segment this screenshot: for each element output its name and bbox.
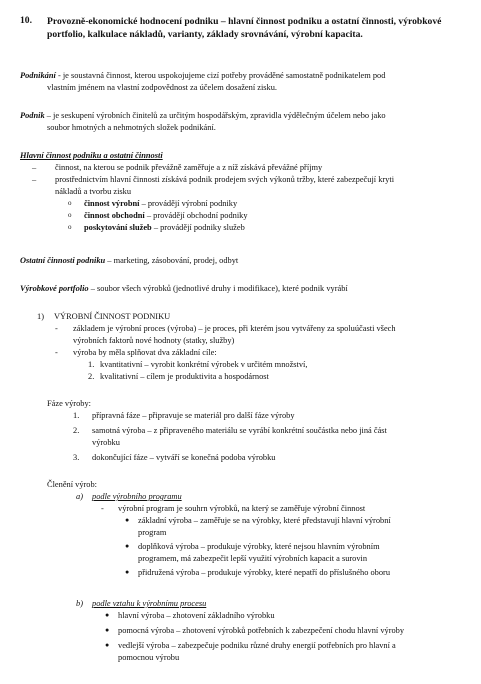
- vyrobni-dash-1a: základem je výrobní proces (výroba) – je proces, při kterém jsou vytvářeny za spoluúčasti všech: [73, 324, 396, 333]
- faze-number: 2.: [73, 426, 80, 435]
- circle-bullet-icon: o: [68, 199, 72, 207]
- faze-text: samotná výroba – z připraveného materiálu se vyrábí konkrétní součástka nebo jiná část: [92, 426, 387, 435]
- vyrobni-dash-1b: výrobních faktorů nové hodnoty (statky, služby): [73, 336, 235, 345]
- ostatni-definition: – marketing, zásobování, prodej, odbyt: [105, 256, 239, 265]
- podnikani-line-1: [20, 70, 385, 81]
- portfolio-term: Výrobkové portfolio: [20, 284, 89, 293]
- bullet-icon: ●: [125, 542, 130, 550]
- item-text: – provádějí podniky služeb: [151, 223, 245, 232]
- dash-marker: -: [55, 348, 58, 357]
- bullet-icon: ●: [105, 641, 110, 649]
- faze-number: 1.: [73, 411, 80, 420]
- vyrobni-dash-2: výroba by měla splňovat dva základní cíle:: [73, 348, 217, 357]
- bullet-icon: ●: [125, 568, 130, 576]
- hlavni-dash-2a: prostřednictvím hlavní činnosti získává podnik prodejem svých výkonů tržby, které zabezpečují kryti: [55, 175, 395, 184]
- section-title: VÝROBNÍ ČINNOST PODNIKU: [54, 312, 171, 321]
- dash-marker: -: [101, 504, 104, 513]
- list-item: [84, 198, 237, 209]
- cleneni-b-item-3: vedlejší výroba – zabezpečuje podniku různé druhy energií potřebních pro hlavní a: [118, 641, 396, 650]
- cleneni-a-item-2-cont: programem, má zabezpečit lepší využití výrobních kapacit a surovin: [138, 554, 368, 563]
- faze-title: Fáze výroby:: [47, 399, 91, 408]
- goal-text: kvalitativní – cílem je produktivita a hospodárnost: [100, 372, 269, 381]
- circle-bullet-icon: o: [68, 211, 72, 219]
- hlavni-dash-2b: nákladů a tvorbu zisku: [55, 187, 132, 196]
- subsection-label: b): [76, 599, 83, 608]
- subsection-label: a): [76, 492, 83, 501]
- podnik-definition-2: soubor hmotných a nehmotných složek podnikání.: [47, 123, 216, 132]
- portfolio-definition: – soubor všech výrobků (jednotlivé druhy i modifikace), které podnik vyrábí: [88, 284, 348, 293]
- podnik-term: Podnik: [20, 111, 45, 120]
- bullet-icon: ●: [105, 626, 110, 634]
- bullet-icon: ●: [125, 516, 130, 524]
- list-item: [84, 222, 245, 233]
- heading-title: Provozně-ekonomické hodnocení podniku – hlavní činnost podniku a ostatní činnosti, výrobkové portfolio, kalkulace nákladů, varianty, základy srovnávání, výrobní kapacita.: [47, 16, 442, 41]
- hlavni-cinnost-title: Hlavní činnost podniku a ostatní činnosti: [20, 151, 163, 160]
- circle-bullet-icon: o: [68, 223, 72, 231]
- goal-text: kvantitativní – vyrobit konkrétní výrobek v určitém množství,: [100, 360, 308, 369]
- item-text: – provádějí výrobní podniky: [139, 199, 238, 208]
- dash-marker: –: [32, 163, 37, 172]
- section-number: 1): [37, 312, 44, 321]
- subsection-title-a: podle výrobního programu: [92, 492, 182, 501]
- faze-text-cont: výrobku: [92, 438, 120, 447]
- item-bold: poskytování služeb: [84, 223, 152, 232]
- item-bold: činnost obchodní: [84, 211, 145, 220]
- subsection-title-b: podle vztahu k výrobnímu procesu: [92, 599, 207, 608]
- cleneni-a-item-1: základní výroba – zaměřuje se na výrobky, které představují hlavní výrobní: [138, 516, 391, 525]
- faze-number: 3.: [73, 453, 80, 462]
- cleneni-a-item-1-cont: program: [138, 528, 167, 537]
- podnikani-definition-1: - je soustavná činnost, kterou uspokojujeme cizí potřeby prováděné samostatně podnikatelem pod: [55, 71, 386, 80]
- podnikani-term: Podnikání: [20, 71, 56, 80]
- hlavni-dash-1: činnost, na kterou se podnik převážně zaměřuje a z níž získává převážné příjmy: [55, 163, 323, 172]
- cleneni-b-item-2: pomocná výroba – zhotovení výrobků potřebních k zabezpečení chodu hlavní výroby: [118, 626, 405, 635]
- list-item: [84, 210, 248, 221]
- goal-number: 2.: [88, 372, 95, 381]
- cleneni-a-dash: výrobní program je souhrn výrobků, na který se zaměřuje výrobní činnost: [118, 504, 366, 513]
- podnikani-definition-2: vlastním jménem na vlastní zodpovědnost za účelem dosažení zisku.: [47, 83, 278, 92]
- faze-text: přípravná fáze – připravuje se materiál pro další fáze výroby: [92, 411, 295, 420]
- cleneni-b-item-1: hlavní výroba – zhotovení základního výrobku: [118, 611, 275, 620]
- goal-number: 1.: [88, 360, 95, 369]
- podnik-line-1: [20, 110, 386, 121]
- heading-number: 10.: [20, 15, 32, 26]
- dash-marker: –: [32, 175, 37, 184]
- cleneni-b-item-3-cont: pomocnou výrobu: [118, 653, 180, 662]
- cleneni-a-item-3: přidružená výroba – produkuje výrobky, které nepatří do příslušného oboru: [138, 568, 391, 577]
- vyrobkove-portfolio: [20, 283, 348, 294]
- ostatni-term: Ostatní činnosti podniku: [20, 256, 106, 265]
- faze-text: dokončující fáze – vytváří se konečná podoba výrobku: [92, 453, 276, 462]
- bullet-icon: ●: [105, 611, 110, 619]
- cleneni-title: Členění výrob:: [47, 480, 98, 489]
- dash-marker: -: [55, 324, 58, 333]
- cleneni-a-item-2: doplňková výroba – produkuje výrobky, které nejsou hlavním výrobním: [138, 542, 380, 551]
- ostatni-cinnosti: [20, 255, 238, 266]
- podnik-definition-1: – je seskupení výrobních činitelů za určitým hospodářským, zpravidla výdělečným účelem nebo jako: [44, 111, 386, 120]
- item-bold: činnost výrobní: [84, 199, 140, 208]
- item-text: – provádějí obchodní podniky: [144, 211, 248, 220]
